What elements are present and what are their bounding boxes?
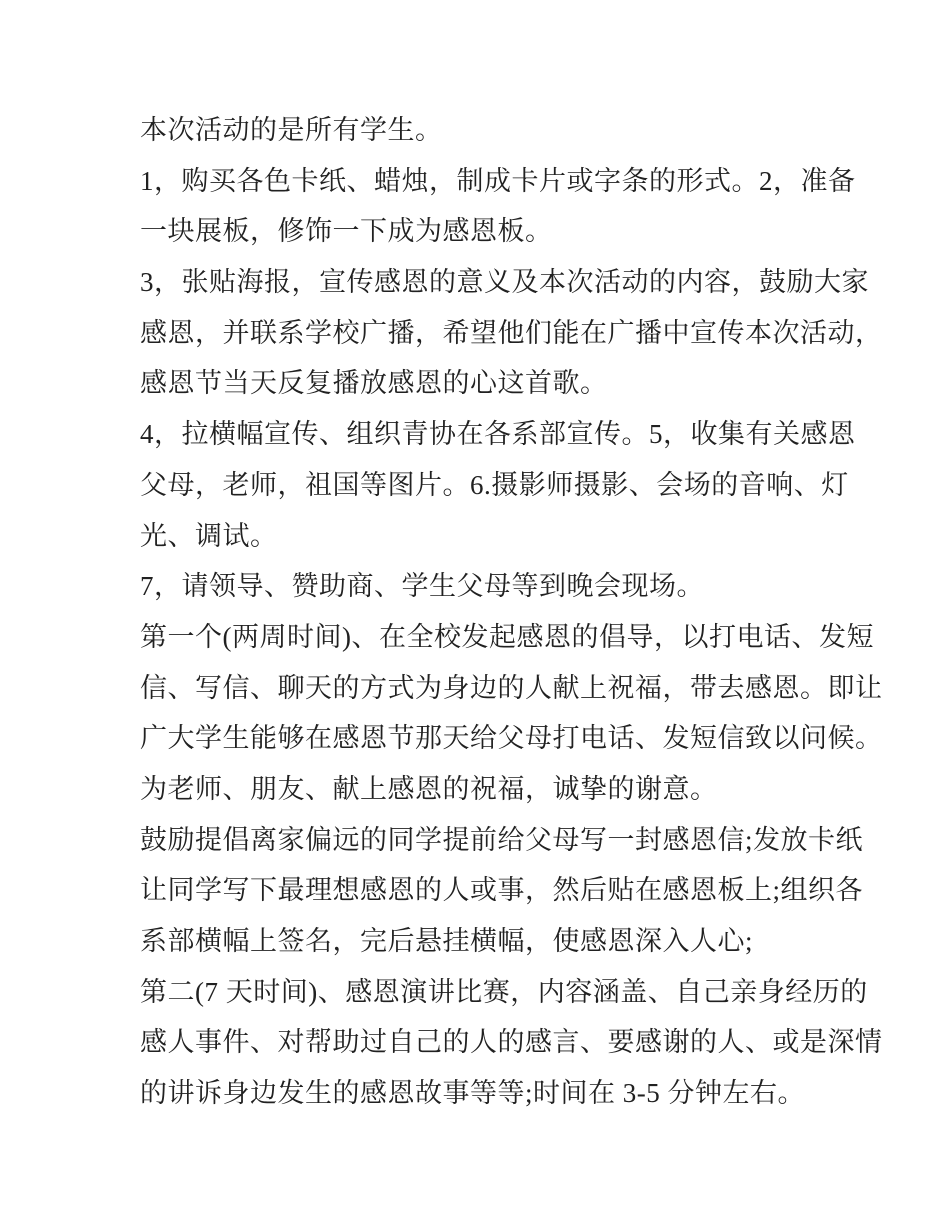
text-line: 第一个(两周时间)、在全校发起感恩的倡导，以打电话、发短 xyxy=(140,621,874,652)
text-line: 感恩，并联系学校广播，希望他们能在广播中宣传本次活动， xyxy=(140,317,883,348)
text-line: 7，请领导、赞助商、学生父母等到晚会现场。 xyxy=(140,571,704,602)
text-line: 第二(7 天时间)、感恩演讲比赛，内容涵盖、自己亲身经历的 xyxy=(140,976,868,1007)
text-line: 一块展板，修饰一下成为感恩板。 xyxy=(140,216,553,247)
text-line: 的讲诉身边发生的感恩故事等等;时间在 3-5 分钟左右。 xyxy=(140,1078,805,1109)
text-line: 为老师、朋友、献上感恩的祝福，诚挚的谢意。 xyxy=(140,773,718,804)
text-line: 1，购买各色卡纸、蜡烛，制成卡片或字条的形式。2，准备 xyxy=(140,165,856,196)
text-line: 本次活动的是所有学生。 xyxy=(140,115,443,145)
text-line: 让同学写下最理想感恩的人或事，然后贴在感恩板上;组织各 xyxy=(140,875,864,906)
text-line: 广大学生能够在感恩节那天给父母打电话、发短信致以问候。 xyxy=(140,723,883,754)
text-line: 信、写信、聊天的方式为身边的人献上祝福，带去感恩。即让 xyxy=(140,672,883,703)
text-line: 鼓励提倡离家偏远的同学提前给父母写一封感恩信;发放卡纸 xyxy=(140,824,864,855)
text-line: 4，拉横幅宣传、组织青协在各系部宣传。5，收集有关感恩 xyxy=(140,419,856,450)
text-line: 感恩节当天反复播放感恩的心这首歌。 xyxy=(140,368,608,399)
text-line: 感人事件、对帮助过自己的人的感言、要感谢的人、或是深情 xyxy=(140,1027,883,1058)
text-line: 光、调试。 xyxy=(140,520,278,551)
text-line: 系部横幅上签名，完后悬挂横幅，使感恩深入人心; xyxy=(140,926,754,956)
text-line: 父母，老师，祖国等图片。6.摄影师摄影、会场的音响、灯 xyxy=(140,469,849,500)
text-line: 3，张贴海报，宣传感恩的意义及本次活动的内容，鼓励大家 xyxy=(140,267,869,298)
document-text-block xyxy=(140,105,910,1119)
